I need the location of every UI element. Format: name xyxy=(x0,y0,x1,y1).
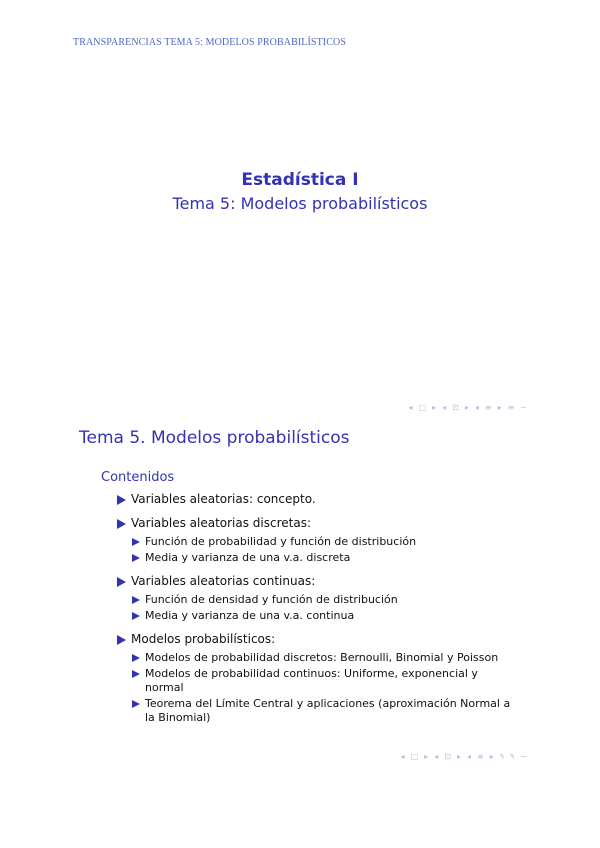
outline-item xyxy=(117,632,517,725)
triangle-bullet-icon xyxy=(132,554,140,562)
nav-forward-icon[interactable]: ۹ xyxy=(510,752,515,761)
sub-item-label: Función de densidad y función de distribución xyxy=(145,593,398,606)
triangle-bullet-icon xyxy=(117,577,126,587)
title-slide xyxy=(55,70,545,418)
triangle-bullet-icon xyxy=(117,519,126,529)
nav-search-icon[interactable]: ∽ xyxy=(520,403,527,412)
title-block xyxy=(55,170,545,213)
triangle-bullet-icon xyxy=(132,654,140,662)
sub-item-label: Modelos de probabilidad continuos: Uniforme, exponencial y normal xyxy=(145,667,478,694)
nav-subsection-icon[interactable]: ⊡ xyxy=(444,752,451,761)
contents-slide xyxy=(55,420,545,765)
sub-item-label: Media y varianza de una v.a. continua xyxy=(145,609,355,622)
sub-item xyxy=(132,551,517,565)
triangle-bullet-icon xyxy=(132,612,140,620)
nav-prev-frame-icon[interactable]: ◂ xyxy=(408,403,413,412)
sub-item xyxy=(132,535,517,549)
sub-list xyxy=(132,593,517,623)
slide-subtitle: Tema 5: Modelos probabilísticos xyxy=(172,194,428,213)
nav-next-frame-icon[interactable]: ▸ xyxy=(432,403,437,412)
sub-item-label: Función de probabilidad y función de distribución xyxy=(145,535,417,548)
nav-prev-subsection-icon[interactable]: ◂ xyxy=(434,752,439,761)
nav-section-icon[interactable]: ≡ xyxy=(476,752,484,761)
sub-item xyxy=(132,609,517,623)
triangle-bullet-icon xyxy=(132,670,140,678)
outline-item-label: Variables aleatorias discretas: xyxy=(131,516,312,530)
nav-frame-icon[interactable]: □ xyxy=(410,752,419,761)
nav-next-subsection-icon[interactable]: ▸ xyxy=(464,403,469,412)
contents-outline xyxy=(117,492,517,734)
slide-title: Estadística I xyxy=(241,170,359,190)
running-header: TRANSPARENCIAS TEMA 5: MODELOS PROBABILÍSTICOS xyxy=(73,37,346,48)
sub-item xyxy=(132,593,517,607)
navigation-bar xyxy=(401,752,527,761)
nav-prev-frame-icon[interactable]: ◂ xyxy=(400,752,405,761)
nav-prev-section-icon[interactable]: ◂ xyxy=(474,403,479,412)
sub-item-label: Teorema del Límite Central y aplicaciones (aproximación Normal a la Binomial) xyxy=(145,697,511,724)
triangle-bullet-icon xyxy=(132,538,140,546)
outline-item xyxy=(117,574,517,623)
nav-subsection-icon[interactable]: ⊡ xyxy=(452,403,459,412)
frame-title: Tema 5. Modelos probabilísticos xyxy=(79,428,350,448)
triangle-bullet-icon xyxy=(132,596,140,604)
nav-prev-subsection-icon[interactable]: ◂ xyxy=(442,403,447,412)
block-title: Contenidos xyxy=(101,470,175,485)
outline-item-label: Modelos probabilísticos: xyxy=(131,632,276,646)
sub-item xyxy=(132,651,517,665)
nav-prev-section-icon[interactable]: ◂ xyxy=(466,752,471,761)
sub-item xyxy=(132,667,517,695)
sub-item-label: Media y varianza de una v.a. discreta xyxy=(145,551,351,564)
nav-back-icon[interactable]: ۹ xyxy=(499,752,504,761)
nav-next-frame-icon[interactable]: ▸ xyxy=(424,752,429,761)
outline-item-label: Variables aleatorias continuas: xyxy=(131,574,316,588)
nav-align-icon[interactable]: ≡ xyxy=(507,403,515,412)
triangle-bullet-icon xyxy=(117,635,126,645)
triangle-bullet-icon xyxy=(132,700,140,708)
nav-next-section-icon[interactable]: ▸ xyxy=(489,752,494,761)
nav-next-subsection-icon[interactable]: ▸ xyxy=(456,752,461,761)
outline-item-label: Variables aleatorias: concepto. xyxy=(131,492,316,506)
sub-list xyxy=(132,535,517,565)
nav-next-section-icon[interactable]: ▸ xyxy=(497,403,502,412)
triangle-bullet-icon xyxy=(117,495,126,505)
nav-frame-icon[interactable]: □ xyxy=(418,403,427,412)
sub-list xyxy=(132,651,517,725)
outline-item xyxy=(117,516,517,565)
navigation-bar xyxy=(409,403,527,412)
outline-item xyxy=(117,492,517,507)
nav-search-icon[interactable]: ∼ xyxy=(520,752,527,761)
sub-item-label: Modelos de probabilidad discretos: Bernoulli, Binomial y Poisson xyxy=(145,651,499,664)
nav-section-icon[interactable]: ≡ xyxy=(484,403,492,412)
sub-item xyxy=(132,697,517,725)
